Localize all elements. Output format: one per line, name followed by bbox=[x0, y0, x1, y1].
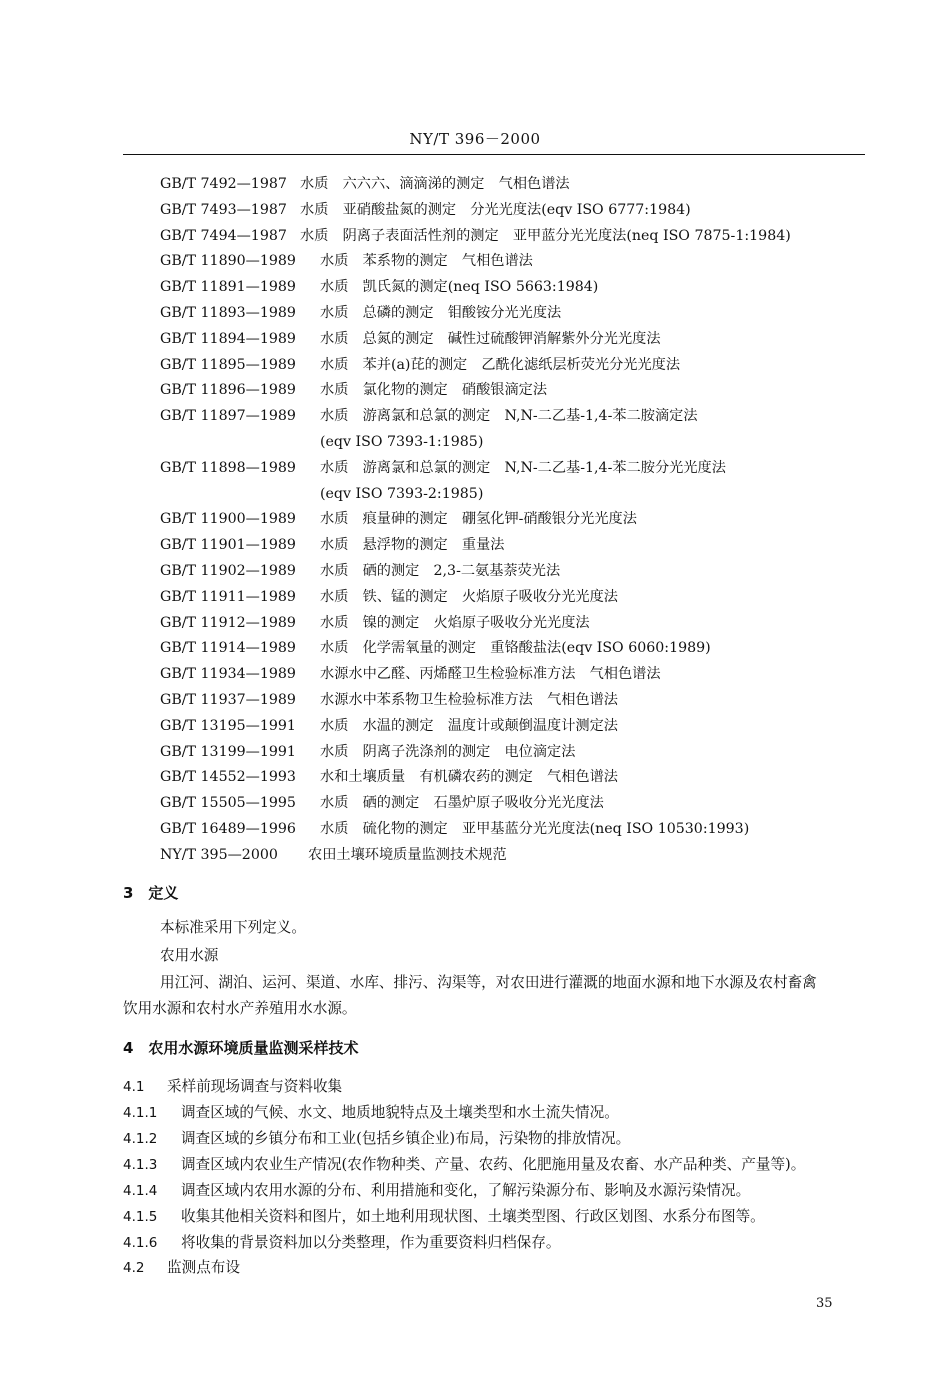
clause-text: 监测点布设 bbox=[167, 1259, 240, 1276]
clause-item bbox=[123, 1179, 750, 1200]
reference-code: GB/T 13199—1991 bbox=[160, 743, 296, 760]
reference-item bbox=[160, 224, 880, 250]
reference-code: GB/T 11895—1989 bbox=[160, 356, 296, 373]
reference-item bbox=[160, 559, 880, 585]
reference-item bbox=[160, 765, 880, 791]
reference-title: 水质 硒的测定 2,3-二氨基萘荧光法 bbox=[320, 562, 561, 579]
clause-item bbox=[123, 1256, 240, 1277]
clause-text: 调查区域的气候、水文、地质地貌特点及土壤类型和水土流失情况。 bbox=[181, 1104, 619, 1121]
reference-title: 水质 硫化物的测定 亚甲基蓝分光光度法(neq ISO 10530:1993) bbox=[320, 820, 750, 837]
clause-number: 4.1 bbox=[123, 1079, 145, 1095]
reference-title: 水质 铁、锰的测定 火焰原子吸收分光光度法 bbox=[320, 588, 618, 605]
reference-title: 水质 总氮的测定 碱性过硫酸钾消解紫外分光光度法 bbox=[320, 330, 661, 347]
reference-title: (eqv ISO 7393-1:1985) bbox=[320, 433, 484, 450]
reference-code: GB/T 13195—1991 bbox=[160, 717, 296, 734]
reference-title: 水质 阴离子洗涤剂的测定 电位滴定法 bbox=[320, 743, 576, 760]
reference-title: 水质 游离氯和总氯的测定 N,N-二乙基-1,4-苯二胺分光光度法 bbox=[320, 459, 726, 476]
clause-item bbox=[123, 1127, 630, 1148]
reference-title: (eqv ISO 7393-2:1985) bbox=[320, 485, 484, 502]
section-3-definition-line1: 用江河、湖泊、运河、渠道、水库、排污、沟渠等，对农田进行灌溉的地面水源和地下水源及农村畜禽 bbox=[160, 974, 817, 991]
section-3-term: 农用水源 bbox=[160, 947, 219, 964]
reference-code: GB/T 11890—1989 bbox=[160, 253, 296, 270]
reference-code: NY/T 395—2000 bbox=[160, 846, 278, 863]
reference-code: GB/T 7494—1987 bbox=[160, 227, 287, 244]
reference-code: GB/T 14552—1993 bbox=[160, 769, 296, 786]
reference-code: GB/T 11902—1989 bbox=[160, 562, 296, 579]
section-4-heading: 4 农用水源环境质量监测采样技术 bbox=[123, 1039, 359, 1057]
clause-text: 调查区域内农业生产情况(农作物种类、产量、农药、化肥施用量及农畜、水产品种类、产量等)。 bbox=[181, 1156, 806, 1173]
section-3-intro: 本标准采用下列定义。 bbox=[160, 919, 306, 936]
reference-title: 水质 亚硝酸盐氮的测定 分光光度法(eqv ISO 6777:1984) bbox=[300, 201, 691, 218]
reference-item bbox=[160, 507, 880, 533]
reference-code: GB/T 7493—1987 bbox=[160, 201, 287, 218]
clause-item bbox=[123, 1205, 765, 1226]
reference-item bbox=[160, 636, 880, 662]
reference-item bbox=[160, 198, 880, 224]
clause-item bbox=[123, 1153, 805, 1174]
reference-item bbox=[160, 172, 880, 198]
reference-item bbox=[160, 301, 880, 327]
reference-code: GB/T 11900—1989 bbox=[160, 511, 296, 528]
reference-code: GB/T 11893—1989 bbox=[160, 304, 296, 321]
clause-number: 4.2 bbox=[123, 1260, 145, 1276]
clause-text: 调查区域内农用水源的分布、利用措施和变化，了解污染源分布、影响及水源污染情况。 bbox=[181, 1182, 751, 1199]
document-header: NY/T 396－2000 bbox=[409, 130, 541, 148]
reference-item bbox=[160, 378, 880, 404]
reference-item bbox=[160, 662, 880, 688]
reference-title: 水质 游离氯和总氯的测定 N,N-二乙基-1,4-苯二胺滴定法 bbox=[320, 408, 698, 425]
reference-code: GB/T 11898—1989 bbox=[160, 459, 296, 476]
reference-title: 水质 化学需氧量的测定 重铬酸盐法(eqv ISO 6060:1989) bbox=[320, 640, 711, 657]
clause-item bbox=[123, 1101, 619, 1122]
reference-title: 水质 硒的测定 石墨炉原子吸收分光光度法 bbox=[320, 795, 604, 812]
reference-title: 水质 总磷的测定 钼酸铵分光光度法 bbox=[320, 304, 562, 321]
reference-item bbox=[160, 688, 880, 714]
reference-code: GB/T 11894—1989 bbox=[160, 330, 296, 347]
reference-title: 水质 阴离子表面活性剂的测定 亚甲蓝分光光度法(neq ISO 7875-1:1984) bbox=[300, 227, 791, 244]
reference-continuation bbox=[160, 482, 880, 508]
reference-title: 水质 水温的测定 温度计或颠倒温度计测定法 bbox=[320, 717, 618, 734]
reference-item bbox=[160, 533, 880, 559]
reference-code: GB/T 11911—1989 bbox=[160, 588, 296, 605]
clause-number: 4.1.1 bbox=[123, 1105, 158, 1121]
reference-code: GB/T 11896—1989 bbox=[160, 382, 296, 399]
reference-item bbox=[160, 843, 880, 869]
reference-code: GB/T 7492—1987 bbox=[160, 176, 287, 192]
reference-code: GB/T 11901—1989 bbox=[160, 537, 296, 554]
reference-title: 水质 痕量砷的测定 硼氢化钾-硝酸银分光光度法 bbox=[320, 511, 637, 528]
section-3-heading: 3 定义 bbox=[123, 884, 179, 902]
reference-item bbox=[160, 275, 880, 301]
reference-code: GB/T 11937—1989 bbox=[160, 691, 296, 708]
reference-continuation bbox=[160, 430, 880, 456]
clause-number: 4.1.6 bbox=[123, 1235, 158, 1251]
reference-code: GB/T 16489—1996 bbox=[160, 820, 296, 837]
reference-title: 水质 六六六、滴滴涕的测定 气相色谱法 bbox=[300, 176, 570, 192]
reference-item bbox=[160, 817, 880, 843]
reference-code: GB/T 11934—1989 bbox=[160, 666, 296, 683]
clause-item bbox=[123, 1231, 560, 1252]
reference-code: GB/T 11891—1989 bbox=[160, 279, 296, 296]
reference-title: 水源水中苯系物卫生检验标准方法 气相色谱法 bbox=[320, 691, 618, 708]
reference-title: 农田土壤环境质量监测技术规范 bbox=[308, 846, 507, 863]
clause-number: 4.1.4 bbox=[123, 1183, 158, 1199]
reference-item bbox=[160, 353, 880, 379]
reference-title: 水质 苯系物的测定 气相色谱法 bbox=[320, 253, 533, 270]
reference-item bbox=[160, 456, 880, 482]
clause-text: 调查区域的乡镇分布和工业(包括乡镇企业)布局，污染物的排放情况。 bbox=[181, 1130, 631, 1147]
reference-item bbox=[160, 740, 880, 766]
reference-item bbox=[160, 714, 880, 740]
reference-title: 水质 镍的测定 火焰原子吸收分光光度法 bbox=[320, 614, 590, 631]
reference-code: GB/T 11912—1989 bbox=[160, 614, 296, 631]
reference-item bbox=[160, 611, 880, 637]
clause-text: 收集其他相关资料和图片，如土地利用现状图、土壤类型图、行政区划图、水系分布图等。 bbox=[181, 1208, 765, 1225]
reference-title: 水源水中乙醛、丙烯醛卫生检验标准方法 气相色谱法 bbox=[320, 666, 661, 683]
reference-item bbox=[160, 249, 880, 275]
reference-item bbox=[160, 585, 880, 611]
header-rule bbox=[123, 154, 865, 155]
clause-text: 将收集的背景资料加以分类整理，作为重要资料归档保存。 bbox=[181, 1234, 561, 1251]
reference-code: GB/T 11897—1989 bbox=[160, 408, 296, 425]
clause-text: 采样前现场调查与资料收集 bbox=[167, 1078, 343, 1095]
section-3-definition-line2: 饮用水源和农村水产养殖用水水源。 bbox=[123, 1000, 357, 1017]
page-number: 35 bbox=[816, 1296, 833, 1311]
clause-item bbox=[123, 1075, 342, 1096]
reference-code: GB/T 11914—1989 bbox=[160, 640, 296, 657]
reference-title: 水质 苯并(a)芘的测定 乙酰化滤纸层析荧光分光光度法 bbox=[320, 356, 681, 373]
clause-number: 4.1.5 bbox=[123, 1209, 158, 1225]
reference-title: 水质 氯化物的测定 硝酸银滴定法 bbox=[320, 382, 548, 399]
reference-title: 水质 悬浮物的测定 重量法 bbox=[320, 537, 505, 554]
clause-number: 4.1.2 bbox=[123, 1131, 158, 1147]
reference-item bbox=[160, 404, 880, 430]
reference-code: GB/T 15505—1995 bbox=[160, 795, 296, 812]
reference-item bbox=[160, 327, 880, 353]
normative-references-list bbox=[160, 172, 880, 869]
reference-title: 水质 凯氏氮的测定(neq ISO 5663:1984) bbox=[320, 279, 599, 296]
reference-title: 水和土壤质量 有机磷农药的测定 气相色谱法 bbox=[320, 769, 618, 786]
clause-number: 4.1.3 bbox=[123, 1157, 158, 1173]
reference-item bbox=[160, 791, 880, 817]
